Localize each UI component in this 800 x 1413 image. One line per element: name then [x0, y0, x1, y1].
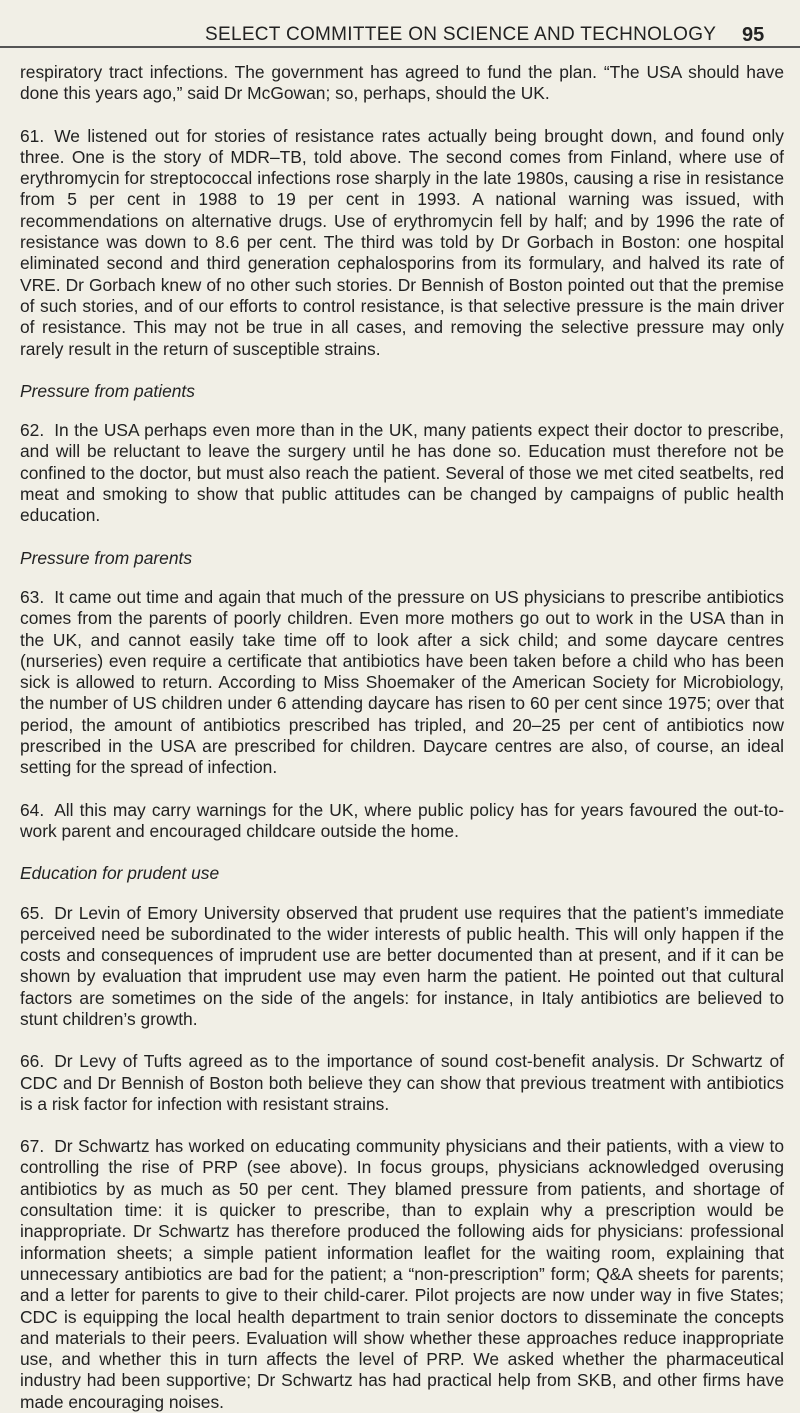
paragraph-number: 64.: [20, 799, 45, 820]
paragraph-67: [20, 1136, 784, 1413]
running-title: SELECT COMMITTEE ON SCIENCE AND TECHNOLOGY: [205, 24, 717, 45]
paragraph-number: 66.: [20, 1051, 45, 1072]
paragraph-text: All this may carry warnings for the UK, where public policy has for years favoured the out-to-work parent and encouraged childcare outside the home.: [20, 799, 784, 841]
running-header: [0, 10, 800, 46]
section-heading-parents: Pressure from parents: [20, 547, 193, 568]
paragraph-61: [20, 126, 784, 360]
section-heading-education: Education for prudent use: [20, 863, 220, 884]
paragraph-65: [20, 903, 784, 1031]
paragraph-text: Dr Levin of Emory University observed that prudent use requires that the patient’s immediate perceived need be subordinated to the wider interests of public health. This will only happen if the costs and consequences of imprudent use are better documented than at present, and if it can be shown by evaluation that imprudent use may even harm the patient. He pointed out that cultural factors are sometimes on the side of the angels: for instance, in Italy antibiotics are believed to stunt children’s growth.: [20, 902, 784, 1029]
paragraph-text: Dr Schwartz has worked on educating community physicians and their patients, with a view to controlling the rise of PRP (see above). In focus groups, physicians acknowledged overusing antibiotics by as much as 50 per cent. They blamed pressure from patients, and shortage of consultation time: it is quicker to prescribe, than to explain why a prescription would be inappropriate. Dr Schwartz has therefore produced the following aids for physicians: professional information sheets; a simple patient information leaflet for the waiting room, explaining that unnecessary antibiotics are bad for the patient; a “non-prescription” form; Q&A sheets for parents; and a letter for parents to give to their child-carer. Pilot projects are now under way in five States; CDC is equipping the local health department to train senior doctors to disseminate the concepts and materials to their peers. Evaluation will show whether these approaches reduce inappropriate use, and whether this in turn affects the level of PRP. We asked whether the pharmaceutical industry had been supportive; Dr Schwartz has had practical help from SKB, and other firms have made encouraging noises.: [20, 1136, 784, 1412]
paragraph-66: [20, 1051, 784, 1115]
paragraph-64: [20, 800, 784, 843]
paragraph-text: Dr Levy of Tufts agreed as to the importance of sound cost-benefit analysis. Dr Schwartz of CDC and Dr Bennish of Boston both believe they can show that previous treatment with antibiotics is a risk factor for infection with resistant strains.: [20, 1051, 784, 1114]
header-rule: [0, 46, 800, 48]
paragraph-number: 63.: [20, 586, 45, 607]
paragraph-text: We listened out for stories of resistance rates actually being brought down, and found only three. One is the story of MDR–TB, told above. The second comes from Finland, where use of erythromycin for streptococcal infections rose sharply in the late 1980s, causing a rise in resistance from 5 per cent in 1988 to 19 per cent in 1993. A national warning was issued, with recommendations on alternative drugs. Use of erythromycin fell by half; and by 1996 the rate of resistance was down to 8.6 per cent. The third was told by Dr Gorbach in Boston: one hospital eliminated second and third generation cephalosporins from its formulary, and halved its rate of VRE. Dr Gorbach knew of no other such stories. Dr Bennish of Boston pointed out that the premise of such stories, and of our efforts to control resistance, is that selective pressure is the main driver of resistance. This may not be true in all cases, and removing the selective pressure may only rarely result in the return of susceptible strains.: [20, 125, 784, 359]
paragraph-number: 67.: [20, 1136, 45, 1157]
body-text: [20, 62, 784, 1413]
page-number: 95: [742, 24, 765, 46]
paragraph-63: [20, 587, 784, 779]
continuation-paragraph: respiratory tract infections. The government has agreed to fund the plan. “The USA should have done this years ago,” said Dr McGowan; so, perhaps, should the UK.: [20, 62, 784, 104]
paragraph-62: [20, 420, 784, 526]
paragraph-number: 61.: [20, 125, 45, 146]
paragraph-number: 62.: [20, 420, 45, 441]
section-heading-patients: Pressure from patients: [20, 380, 195, 401]
paragraph-text: In the USA perhaps even more than in the UK, many patients expect their doctor to prescribe, and will be reluctant to leave the surgery until he has done so. Education must therefore not be confined to the doctor, but must also reach the patient. Several of those we met cited seatbelts, red meat and smoking to show that public attitudes can be changed by campaigns of public health education.: [20, 420, 784, 526]
paragraph-number: 65.: [20, 902, 45, 923]
paragraph-text: It came out time and again that much of the pressure on US physicians to prescribe antibiotics comes from the parents of poorly children. Even more mothers go out to work in the USA than in the UK, and cannot easily take time off to look after a sick child; and some daycare centres (nurseries) even require a certificate that antibiotics have been taken before a child who has been sick is allowed to return. According to Miss Shoemaker of the American Society for Microbiology, the number of US children under 6 attending daycare has risen to 60 per cent since 1975; over that period, the amount of antibiotics prescribed has tripled, and 20–25 per cent of antibiotics now prescribed in the USA are prescribed for children. Daycare centres are also, of course, an ideal setting for the spread of infection.: [20, 586, 784, 778]
